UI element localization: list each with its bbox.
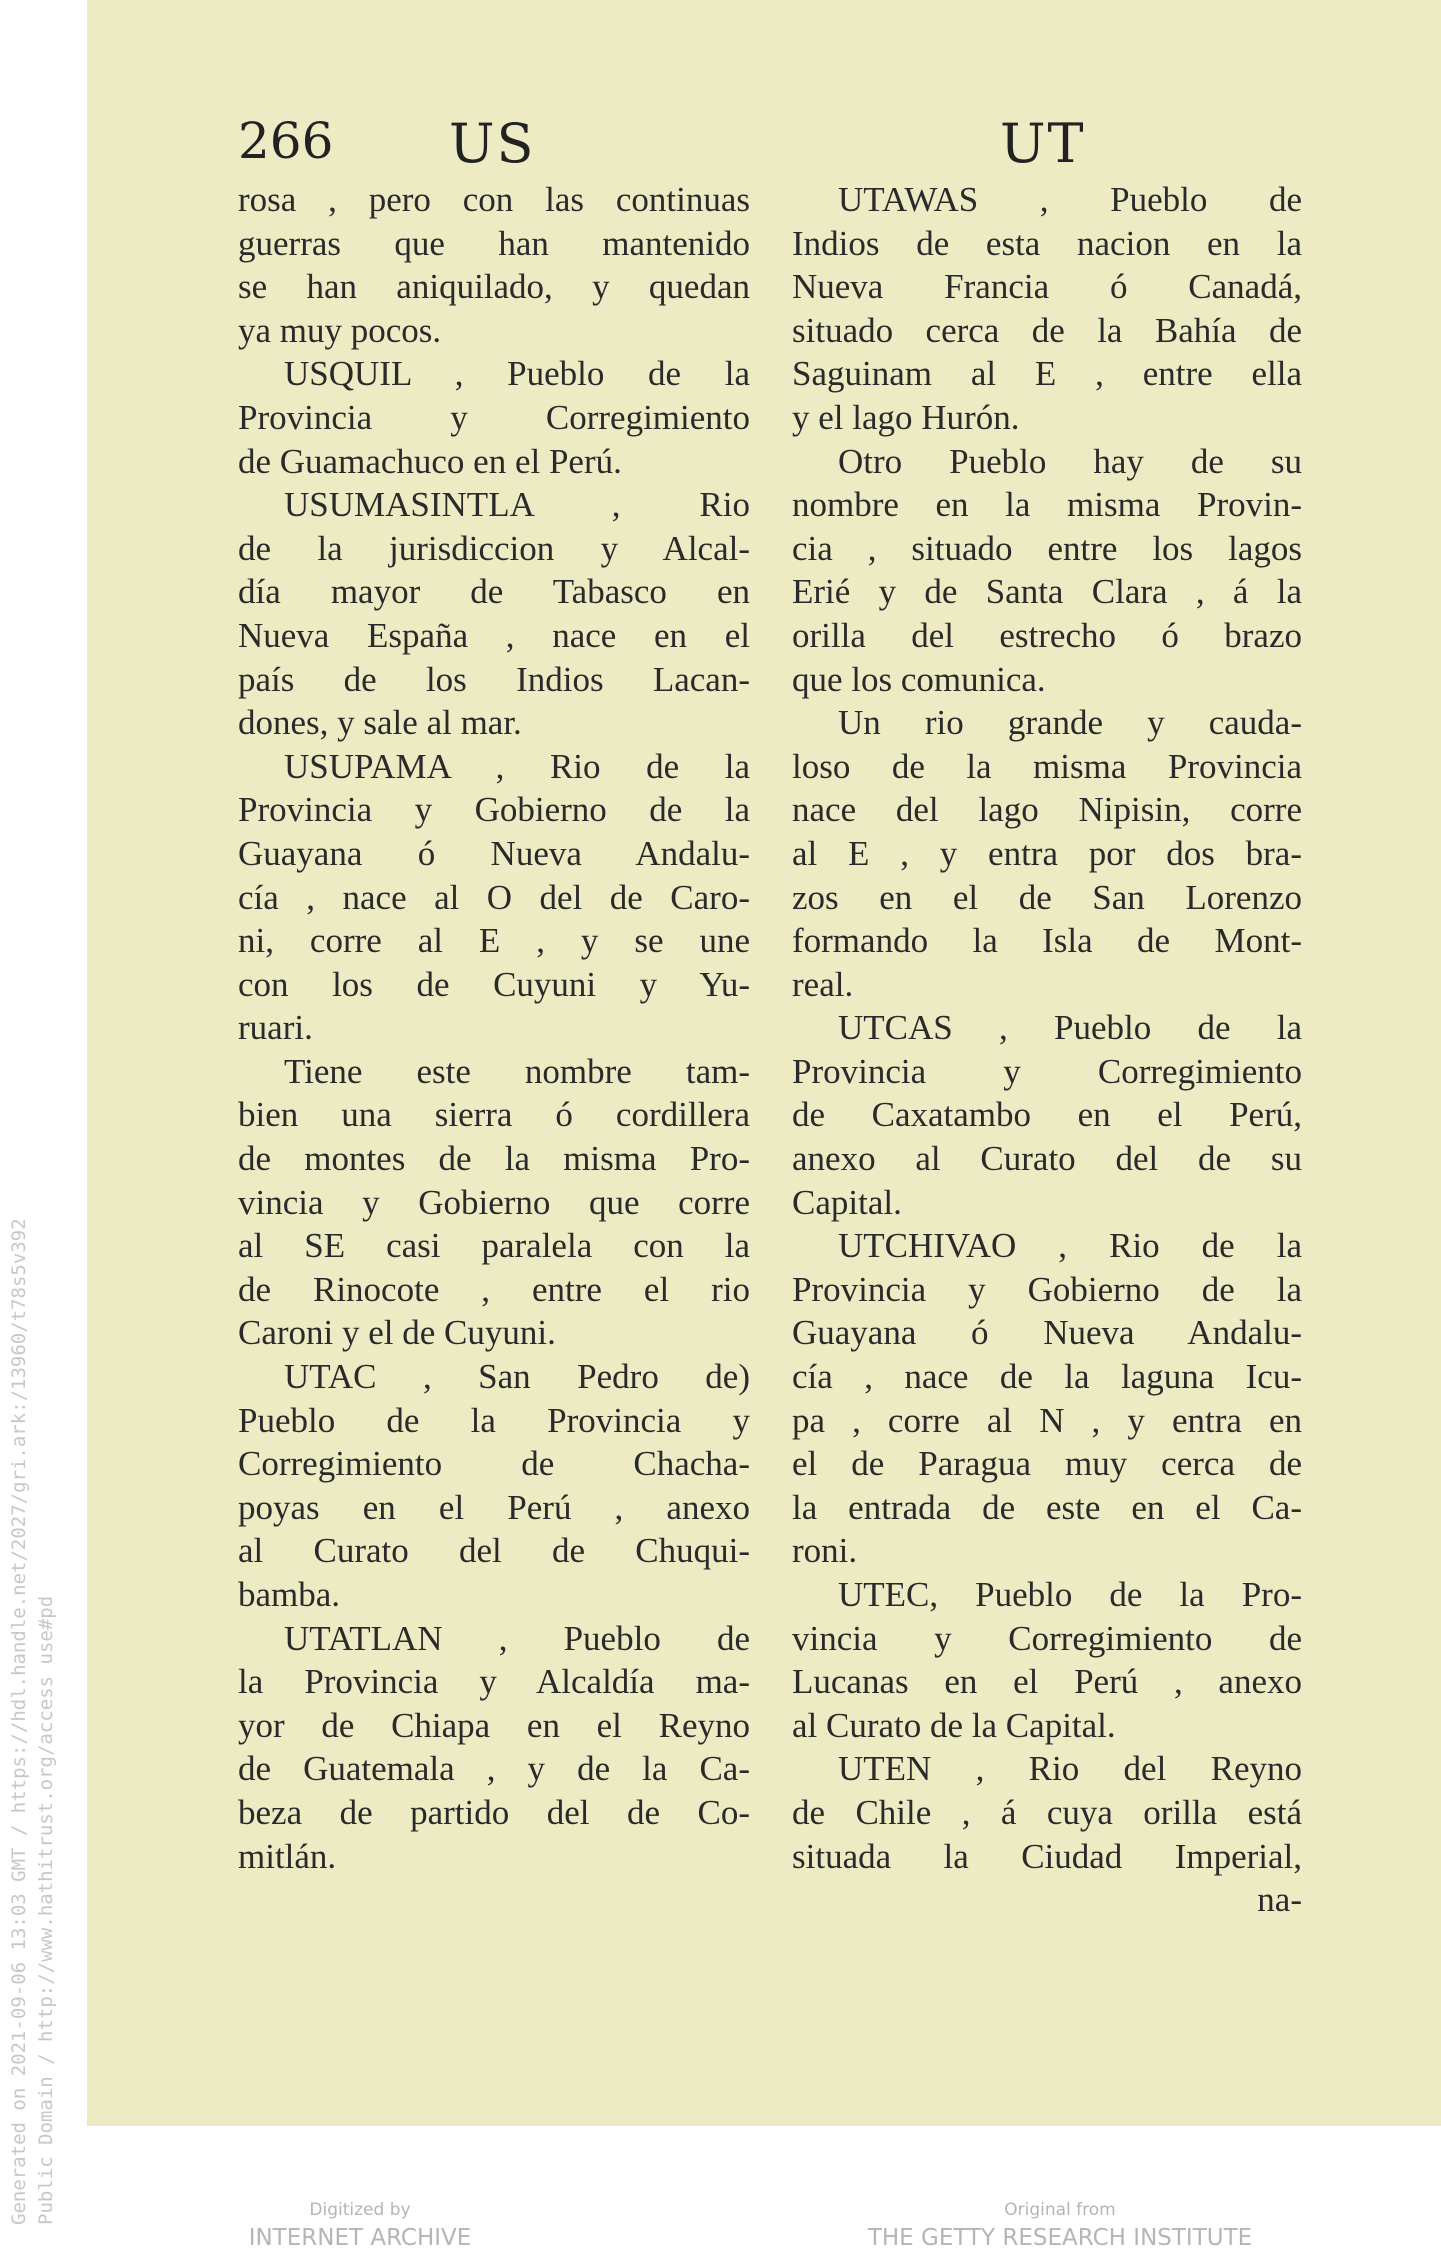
text-line: Provincia y Corregimiento (792, 1051, 1302, 1091)
text-line: de Guamachuco en el Perú. (238, 441, 622, 481)
text-line: al E , y entra por dos bra- (792, 833, 1302, 873)
text-line: anexo al Curato del de su (792, 1139, 1302, 1179)
text-line: ni, corre al E , y se une (238, 921, 750, 961)
text-line: USUPAMA , Rio de la (284, 746, 750, 786)
text-line: roni. (792, 1531, 858, 1571)
text-line: bamba. (238, 1575, 341, 1614)
text-line: al SE casi paralela con la (238, 1226, 750, 1266)
text-line: de montes de la misma Pro- (238, 1139, 750, 1179)
text-line: cía , nace al O del de Caro- (238, 877, 750, 917)
text-line: mitlán. (238, 1836, 337, 1876)
text-line: orilla del estrecho ó brazo (792, 615, 1302, 655)
text-line: vincia y Corregimiento de (792, 1618, 1302, 1658)
text-line: UTEC, Pueblo de la Pro- (838, 1575, 1302, 1614)
text-line: con los de Cuyuni y Yu- (238, 964, 750, 1004)
text-line: la Provincia y Alcaldía ma- (238, 1662, 750, 1702)
text-line: Lucanas en el Perú , anexo (792, 1662, 1302, 1702)
text-line: pa , corre al N , y entra en (792, 1400, 1302, 1440)
text-line: yor de Chiapa en el Reyno (238, 1705, 750, 1745)
text-line: al Curato del de Chuqui- (238, 1531, 750, 1571)
text-line: Provincia y Gobierno de la (792, 1269, 1302, 1309)
text-line: y el lago Hurón. (792, 397, 1020, 437)
text-line: USQUIL , Pueblo de la (284, 354, 750, 394)
text-line: USUMASINTLA , Rio (284, 485, 750, 525)
text-line: Caroni y el de Cuyuni. (238, 1313, 556, 1353)
left-column (238, 178, 750, 1878)
text-line: se han aniquilado, y quedan (238, 267, 750, 307)
text-line: nace del lago Nipisin, corre (792, 790, 1302, 830)
text-line: Tiene este nombre tam- (284, 1051, 750, 1091)
right-running-head: UT (1000, 112, 1086, 175)
text-line: bien una sierra ó cordillera (238, 1095, 750, 1135)
text-line: real. (792, 964, 854, 1004)
text-line: Un rio grande y cauda- (838, 703, 1302, 743)
text-line: UTCHIVAO , Rio de la (838, 1226, 1302, 1266)
internet-archive-label: INTERNET ARCHIVE (248, 2225, 472, 2251)
text-line: Otro Pueblo hay de su (838, 441, 1302, 481)
text-line: de Guatemala , y de la Ca- (238, 1749, 750, 1789)
text-line: Indios de esta nacion en la (792, 223, 1302, 263)
left-running-head: US (449, 112, 536, 175)
page-number: 266 (238, 112, 334, 170)
text-line: rosa , pero con las continuas (238, 180, 750, 219)
digitized-by-label: Digitized by (309, 2200, 411, 2220)
text-line: Provincia y Corregimiento (238, 397, 750, 437)
text-line: Pueblo de la Provincia y (238, 1400, 750, 1440)
text-line: ya muy pocos. (238, 310, 442, 350)
original-from-label: Original from (1004, 2200, 1116, 2220)
text-line: Nueva Francia ó Canadá, (792, 267, 1302, 307)
text-line: país de los Indios Lacan- (238, 659, 750, 699)
text-line: poyas en el Perú , anexo (238, 1487, 750, 1527)
text-line: cía , nace de la laguna Icu- (792, 1357, 1302, 1397)
text-line: Guayana ó Nueva Andalu- (792, 1313, 1302, 1353)
text-line: UTEN , Rio del Reyno (838, 1749, 1302, 1789)
text-line: nombre en la misma Provin- (792, 485, 1302, 525)
running-header (0, 112, 1441, 182)
text-line: UTCAS , Pueblo de la (838, 1008, 1302, 1048)
text-line: guerras que han mantenido (238, 223, 750, 263)
right-column (792, 178, 1302, 1922)
text-line: situada la Ciudad Imperial, (792, 1836, 1302, 1876)
text-line: UTATLAN , Pueblo de (284, 1618, 750, 1658)
text-line: el de Paragua muy cerca de (792, 1444, 1302, 1484)
digitized-by-credit (230, 2198, 490, 2254)
text-line: beza de partido del de Co- (238, 1792, 750, 1832)
text-line: ruari. (238, 1008, 313, 1048)
text-line: Saguinam al E , entre ella (792, 354, 1302, 394)
text-line: que los comunica. (792, 659, 1046, 699)
text-line: de Caxatambo en el Perú, (792, 1095, 1302, 1135)
original-from-credit (860, 2198, 1260, 2254)
text-line: na- (1257, 1880, 1302, 1920)
text-line: día mayor de Tabasco en (238, 572, 750, 612)
text-line: Guayana ó Nueva Andalu- (238, 833, 750, 873)
text-line: cia , situado entre los lagos (792, 528, 1302, 568)
text-line: Provincia y Gobierno de la (238, 790, 750, 830)
getty-label: THE GETTY RESEARCH INSTITUTE (867, 2225, 1253, 2251)
text-line: UTAWAS , Pueblo de (838, 180, 1302, 219)
hathitrust-watermark (0, 0, 70, 2255)
text-line: situado cerca de la Bahía de (792, 310, 1302, 350)
text-line: Corregimiento de Chacha- (238, 1444, 750, 1484)
text-line: Nueva España , nace en el (238, 615, 750, 655)
text-line: de Rinocote , entre el rio (238, 1269, 750, 1309)
text-line: de Chile , á cuya orilla está (792, 1792, 1302, 1832)
text-line: de la jurisdiccion y Alcal- (238, 528, 750, 568)
text-line: dones, y sale al mar. (238, 703, 522, 743)
text-line: zos en el de San Lorenzo (792, 877, 1302, 917)
text-line: vincia y Gobierno que corre (238, 1182, 750, 1222)
text-line: formando la Isla de Mont- (792, 921, 1302, 961)
text-line: UTAC , San Pedro de) (284, 1357, 750, 1397)
text-line: loso de la misma Provincia (792, 746, 1302, 786)
watermark-line-1: Generated on 2021-09-06 13:03 GMT / https://hdl.handle.net/2027/gri.ark:/13960/t78s5v392 (8, 1218, 30, 2225)
text-line: al Curato de la Capital. (792, 1705, 1116, 1745)
watermark-text (6, 1218, 60, 2225)
text-line: la entrada de este en el Ca- (792, 1487, 1302, 1527)
watermark-line-2: Public Domain / http://www.hathitrust.org/access use#pd (35, 1595, 57, 2225)
text-line: Capital. (792, 1182, 902, 1222)
text-line: Erié y de Santa Clara , á la (792, 572, 1302, 612)
